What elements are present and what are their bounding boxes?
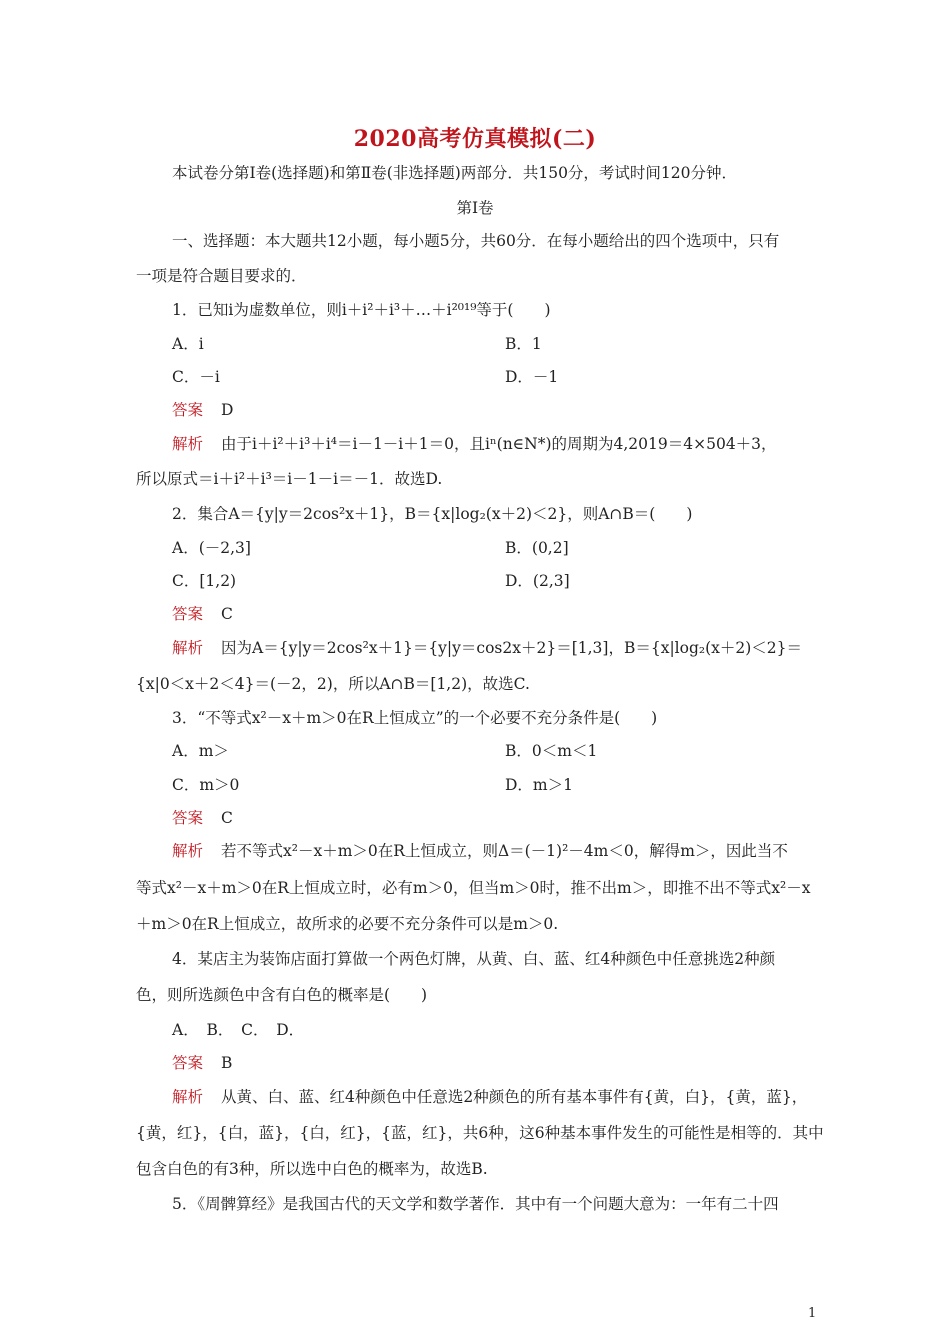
- part-heading: 第Ⅰ卷: [456, 199, 494, 217]
- question-1-stem: 1．已知i为虚数单位，则i＋i²＋i³＋…＋i²⁰¹⁹等于( ): [172, 301, 551, 319]
- analysis-label: 解析: [172, 639, 204, 657]
- page-number: 1: [808, 1306, 817, 1321]
- q3-option-a: A．m＞: [172, 742, 229, 760]
- page-title: 2020高考仿真模拟(二): [353, 126, 597, 152]
- question-4-stem: 4．某店主为装饰店面打算做一个两色灯牌，从黄、白、蓝、红4种颜色中任意挑选2种颜: [172, 950, 776, 968]
- answer-label: 答案: [172, 809, 204, 827]
- q4-answer: [172, 1052, 232, 1074]
- analysis-label: 解析: [172, 435, 204, 453]
- q1-analysis-text: 由于i＋i²＋i³＋i⁴＝i－1－i＋1＝0，且iⁿ(n∈N*)的周期为4,2019＝4×504＋3，: [221, 435, 777, 453]
- answer-label: 答案: [172, 1054, 204, 1072]
- q4-analysis-cont: {黄，红}，{白，蓝}，{白，红}，{蓝，红}，共6种，这6种基本事件发生的可能性是相等的．其中: [136, 1124, 824, 1142]
- section-instructions: 一、选择题：本大题共12小题，每小题5分，共60分．在每小题给出的四个选项中，只有: [172, 232, 780, 250]
- q1-option-d: D．－1: [505, 368, 559, 386]
- question-4-stem-cont: 色，则所选颜色中含有白色的概率是( ): [136, 986, 428, 1004]
- q3-analysis-text: 若不等式x²－x＋m＞0在R上恒成立，则Δ＝(－1)²－4m＜0，解得m＞，因此当不: [221, 842, 788, 860]
- q2-analysis-text: 因为A＝{y|y＝2cos²x＋1}＝{y|y＝cos2x＋2}＝[1,3]，B＝{x|log₂(x＋2)＜2}＝: [221, 639, 803, 657]
- q4-analysis-cont-2: 包含白色的有3种，所以选中白色的概率为，故选B.: [136, 1160, 488, 1178]
- q3-answer-value: C: [221, 809, 233, 827]
- q3-analysis: [172, 840, 788, 862]
- q4-analysis: [172, 1086, 807, 1108]
- q3-option-b: B．0＜m＜1: [505, 742, 598, 760]
- q3-analysis-cont: 等式x²－x＋m＞0在R上恒成立时，必有m＞0，但当m＞0时，推不出m＞，即推不出不等式x²－x: [136, 879, 811, 897]
- analysis-label: 解析: [172, 1088, 204, 1106]
- q1-answer-value: D: [221, 401, 234, 419]
- q1-option-a: A．i: [172, 335, 204, 353]
- q3-analysis-cont-2: ＋m＞0在R上恒成立，故所求的必要不充分条件可以是m＞0.: [136, 915, 559, 933]
- q1-option-c: C．－i: [172, 368, 220, 386]
- q4-analysis-text: 从黄、白、蓝、红4种颜色中任意选2种颜色的所有基本事件有{黄，白}，{黄，蓝}，: [221, 1088, 808, 1106]
- q1-answer: [172, 399, 233, 421]
- q2-answer-value: C: [221, 605, 233, 623]
- q1-option-b: B．1: [505, 335, 542, 353]
- q2-answer: [172, 603, 233, 625]
- q2-analysis-cont: {x|0＜x＋2＜4}＝(－2，2)，所以A∩B＝[1,2)，故选C.: [136, 675, 530, 693]
- answer-label: 答案: [172, 401, 204, 419]
- q2-analysis: [172, 637, 802, 659]
- q1-analysis-cont: 所以原式＝i＋i²＋i³＝i－1－i＝－1．故选D.: [136, 470, 443, 488]
- answer-label: 答案: [172, 605, 204, 623]
- section-instructions-cont: 一项是符合题目要求的．: [136, 267, 307, 285]
- question-3-stem: 3．“不等式x²－x＋m＞0在R上恒成立”的一个必要不充分条件是( ): [172, 709, 658, 727]
- q4-answer-value: B: [221, 1054, 233, 1072]
- q3-option-c: C．m＞0: [172, 776, 240, 794]
- q4-options: A． B． C． D．: [172, 1021, 305, 1039]
- q2-option-d: D．(2,3]: [505, 572, 570, 590]
- q1-analysis: [172, 433, 777, 455]
- q3-answer: [172, 807, 233, 829]
- q3-option-d: D．m＞1: [505, 776, 573, 794]
- q2-option-c: C．[1,2): [172, 572, 237, 590]
- analysis-label: 解析: [172, 842, 204, 860]
- q2-option-b: B．(0,2]: [505, 539, 569, 557]
- question-5-stem: 5．《周髀算经》是我国古代的天文学和数学著作．其中有一个问题大意为：一年有二十四: [172, 1195, 779, 1213]
- question-2-stem: 2．集合A＝{y|y＝2cos²x＋1}，B＝{x|log₂(x＋2)＜2}，则A∩B＝( ): [172, 505, 693, 523]
- intro-text: 本试卷分第Ⅰ卷(选择题)和第Ⅱ卷(非选择题)两部分．共150分，考试时间120分钟．: [172, 164, 738, 182]
- q2-option-a: A．(－2,3]: [172, 539, 251, 557]
